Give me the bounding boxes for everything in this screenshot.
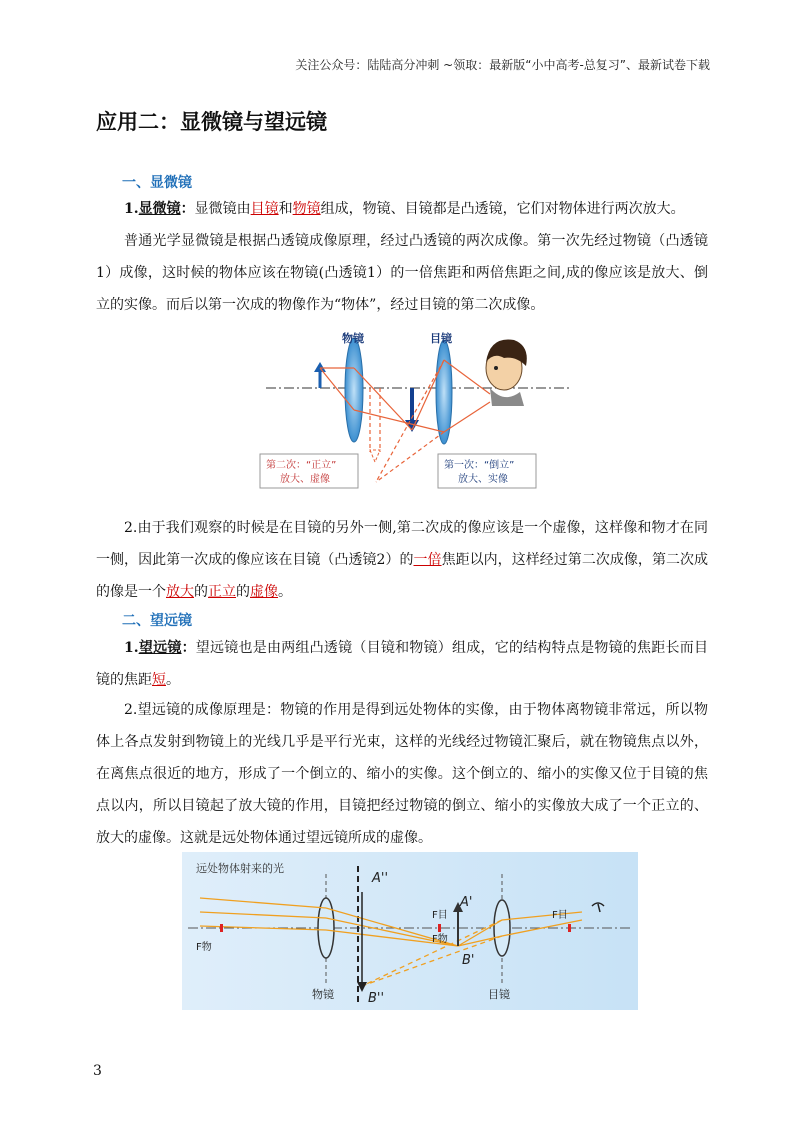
text: 焦距以内，这样经过第二次成像，第二次成的像是一个	[96, 552, 709, 600]
colon: ：	[181, 640, 196, 656]
eyepiece-lens	[494, 900, 510, 956]
caption: 远处物体射来的光	[196, 862, 284, 875]
blank-eyepiece: 目镜	[250, 201, 279, 217]
focal-mark-left	[220, 924, 223, 932]
right-note-line-1: 第一次：“倒立”	[444, 460, 515, 471]
blank-focal: 一倍	[413, 552, 442, 568]
text: 显微镜由	[194, 201, 251, 217]
telescope-diagram	[182, 852, 638, 1010]
objective-label: 物镜	[342, 332, 364, 345]
page-number: 3	[93, 1063, 102, 1079]
paragraph-microscope-principle: 普通光学显微镜是根据凸透镜成像原理，经过凸透镜的两次成像。第一次先经过物镜（凸透镜1）成像，这时候的物体应该在物镜(凸透镜1）的一倍焦距和两倍焦距之间,成的像应该是放大、倒立的实像。而后以第一次成的物像作为“物体”，经过目镜的第二次成像。	[96, 233, 708, 313]
blank-enlarged: 放大	[166, 584, 194, 600]
label-a-prime: A'	[460, 895, 473, 910]
page-header: 关注公众号：陆陆高分冲刺 ~领取：最新版“小中高考-总复习”、最新试卷下载	[295, 58, 710, 72]
page-title: 应用二：显微镜与望远镜	[96, 110, 327, 134]
right-note-line-2: 放大、实像	[458, 474, 508, 485]
objective-lens	[345, 338, 363, 442]
virtual-image-arrow	[370, 450, 380, 462]
microscope-diagram	[258, 322, 576, 494]
text: 。	[278, 584, 292, 600]
paragraph-telescope-def	[96, 632, 708, 696]
paragraph-microscope-def	[96, 193, 708, 225]
text: 和	[278, 201, 293, 217]
text: 。	[166, 672, 180, 688]
blank-objective: 物镜	[292, 201, 321, 217]
term-microscope: 显微镜	[138, 201, 181, 217]
blank-upright: 正立	[208, 584, 236, 600]
label-b-double-prime: B''	[368, 991, 385, 1006]
left-note-line-1: 第二次：“正立”	[266, 460, 337, 471]
eyepiece-label: 目镜	[488, 988, 510, 1001]
label-a-double-prime: A''	[372, 871, 389, 886]
objective-label: 物镜	[312, 988, 334, 1001]
section-heading-telescope: 二、望远镜	[122, 613, 192, 629]
focal-mark-mid	[438, 924, 441, 932]
colon: ：	[180, 201, 195, 217]
text: 2.由于我们观察的时候是在目镜的另外一侧,第二次成的像应该是一个虚像，这样像和物才在同一侧，因此第一次成的像应该在目镜（凸透镜2）的	[96, 520, 708, 568]
text: 的	[194, 584, 208, 600]
label-f-objective-mid: F物	[432, 934, 448, 945]
left-note-line-2: 放大、虚像	[280, 474, 330, 485]
paragraph-microscope-observation	[96, 512, 708, 608]
text: 组成，物镜、目镜都是凸透镜，它们对物体进行两次放大。	[320, 201, 685, 217]
label-f-objective-left: F物	[196, 942, 212, 953]
blank-short: 短	[152, 672, 166, 688]
paragraph-telescope-principle: 2.望远镜的成像原理是：物镜的作用是得到远处物体的实像，由于物体离物镜非常远，所以物体上各点发射到物镜上的光线几乎是平行光束，这样的光线经过物镜汇聚后，就在物镜焦点以外，在离焦点很近的地方，形成了一个倒立的、缩小的实像。这个倒立的、缩小的实像又位于目镜的焦点以内，所以目镜起了放大镜的作用，目镜把经过物镜的倒立、缩小的实像放大成了一个正立的、放大的虚像。这就是远处物体通过望远镜所成的虚像。	[96, 702, 708, 846]
label-f-eyepiece-left: F目	[432, 910, 448, 921]
observer-head	[486, 339, 527, 406]
item-number: 1.	[124, 640, 139, 656]
section-heading-microscope: 一、显微镜	[122, 175, 192, 191]
label-b-prime: B'	[462, 953, 475, 968]
label-f-eyepiece-right: F目	[552, 910, 568, 921]
text: 望远镜也是由两组凸透镜（目镜和物镜）组成，它的结构特点是物镜的焦距长而目镜的焦距	[96, 640, 708, 688]
item-number: 1.	[124, 201, 139, 217]
blank-virtual: 虚像	[250, 584, 278, 600]
eyepiece-label: 目镜	[430, 332, 452, 345]
text: 的	[236, 584, 250, 600]
term-telescope: 望远镜	[138, 640, 182, 656]
focal-mark-right	[568, 924, 571, 932]
